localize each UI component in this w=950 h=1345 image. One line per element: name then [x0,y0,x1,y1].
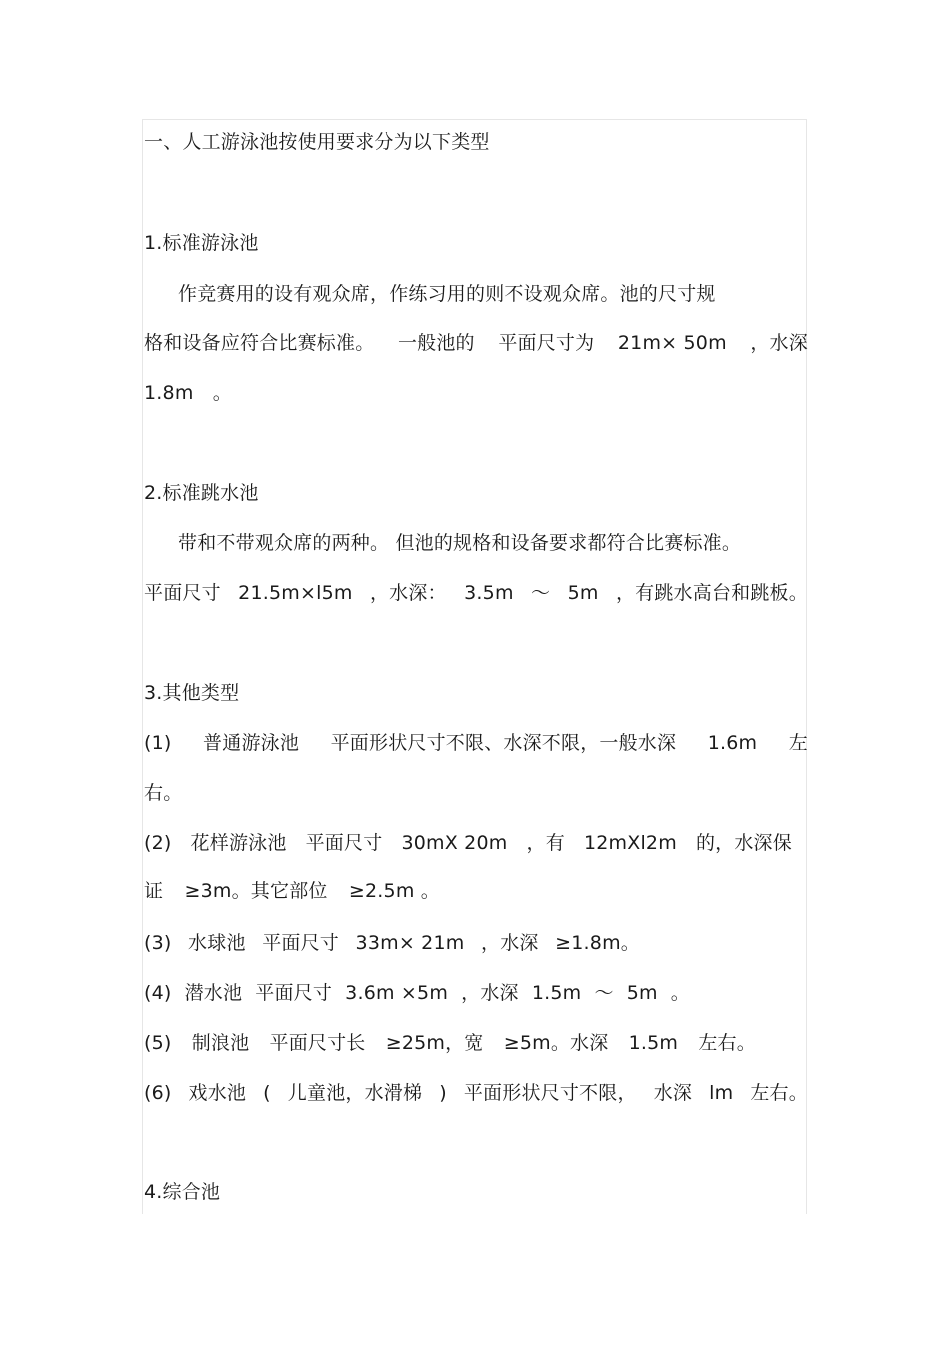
text-run: (2) [144,832,172,854]
text-run: ≥3m。其它部位 [184,880,328,902]
text-run: 21m× 50m [617,332,727,354]
list-item [144,831,792,855]
text-run: 平面尺寸为 [498,332,595,354]
paragraph-line: 右。 [144,782,183,804]
text-run: 30mX 20m [401,832,508,854]
list-item [144,1081,808,1105]
text-run: 戏水池 [188,1082,247,1104]
text-run: ，水深 [750,332,808,354]
text-run: 3.5m [464,582,514,604]
text-run: (1) [144,732,172,754]
section-heading-1: 1.标准游泳池 [144,232,259,254]
text-run: 平面形状尺寸不限， [463,1082,637,1104]
paragraph-line [144,581,808,605]
paragraph-line [144,879,440,903]
text-run: 潜水池 [184,982,243,1004]
text-run: 证 [144,880,164,902]
text-run: 水球池 [188,932,246,954]
text-run: 12mXl2m [583,832,677,854]
text-run: 平面尺寸 [144,582,221,604]
text-run: ～ [594,982,614,1004]
section-heading-2: 2.标准跳水池 [144,482,259,504]
text-run: ，水深： [369,582,447,604]
text-run: 儿童池，水滑梯 [287,1082,423,1104]
list-item [144,1031,756,1055]
section-heading-4: 4.综合池 [144,1181,221,1203]
text-run: ，水深 [481,932,539,954]
text-run: ) [439,1082,447,1104]
text-run: 1.5m [531,982,582,1004]
list-item [144,731,808,755]
text-run: ≥1.8m。 [555,932,640,954]
text-run: ，有 [526,832,565,854]
text-run: 平面形状尺寸不限、水深不限，一般水深 [330,732,677,754]
text-run: (6) [144,1082,172,1104]
paragraph-line: 作竞赛用的设有观众席，作练习用的则不设观众席。池的尺寸规 [178,283,716,305]
paragraph-line: 带和不带观众席的两种。 但池的规格和设备要求都符合比赛标准。 [178,532,742,554]
text-run: 制浪池 [191,1032,250,1054]
text-run: ～ [531,582,551,604]
text-run: 1.5m [628,1032,679,1054]
paragraph-line [144,331,808,355]
text-run: ≥25m，宽 [385,1032,484,1054]
text-run: 3.6m ×5m [345,982,449,1004]
text-run: 花样游泳池 [190,832,287,854]
page-title: 一、人工游泳池按使用要求分为以下类型 [144,131,490,153]
text-run: lm [709,1082,734,1104]
text-run: 的，水深保 [695,832,792,854]
text-run: 5m [626,982,658,1004]
text-run: 1.6m [707,732,758,754]
text-run: ( [263,1082,271,1104]
text-run: 左右。 [750,1082,808,1104]
text-run: 。 [670,982,690,1004]
list-item [144,931,640,955]
text-run: ≥2.5m 。 [348,880,440,902]
text-run: 33m× 21m [355,932,465,954]
text-run: (4) [144,982,172,1004]
text-run: 左 [788,732,808,754]
text-run: 左右。 [698,1032,756,1054]
list-item [144,981,690,1005]
section-heading-3: 3.其他类型 [144,682,240,704]
text-run: 5m [567,582,599,604]
text-run: (5) [144,1032,172,1054]
text-run: 水深 [653,1082,693,1104]
text-run: ，水深 [461,982,519,1004]
text-run: 平面尺寸长 [269,1032,366,1054]
text-run: 平面尺寸 [255,982,333,1004]
text-run: (3) [144,932,172,954]
text-run: ≥5m。水深 [503,1032,609,1054]
text-run: 平面尺寸 [262,932,339,954]
text-run: 21.5m×l5m [238,582,353,604]
text-run: 普通游泳池 [203,732,300,754]
text-run: 一般池的 [397,332,475,354]
paragraph-line: 1.8m 。 [144,382,232,404]
text-run: 平面尺寸 [305,832,383,854]
text-run: 格和设备应符合比赛标准。 [144,332,375,354]
text-run: ，有跳水高台和跳板。 [615,582,808,604]
